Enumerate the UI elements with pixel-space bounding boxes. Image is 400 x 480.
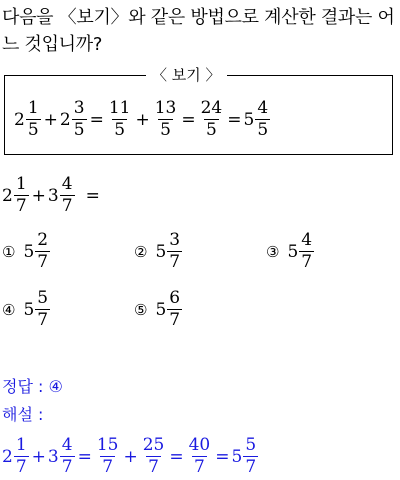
- whole-number: 2: [2, 446, 13, 467]
- numerator: 5: [37, 288, 49, 308]
- equals-sign: =: [89, 109, 104, 130]
- denominator: 7: [169, 252, 181, 272]
- fraction: [26, 100, 41, 139]
- denominator: 5: [160, 120, 171, 140]
- numerator: 40: [188, 435, 211, 455]
- numerator: 1: [15, 174, 27, 194]
- choice-mark: ⑤: [134, 300, 148, 319]
- fraction: [141, 437, 167, 476]
- whole-number: 2: [59, 109, 71, 130]
- fraction: [199, 100, 225, 139]
- numerator: 4: [61, 174, 73, 194]
- whole-number: 2: [2, 185, 13, 206]
- fraction: [95, 437, 121, 476]
- denominator: 5: [73, 120, 85, 140]
- numerator: 4: [257, 98, 269, 118]
- fraction: [72, 100, 87, 139]
- equals-sign: =: [169, 446, 184, 467]
- choice-mark: ③: [266, 242, 280, 261]
- choice-mark: ④: [2, 300, 16, 319]
- denominator: 5: [27, 120, 39, 140]
- plus-sign: +: [43, 109, 58, 130]
- equals-sign: =: [85, 185, 100, 206]
- denominator: 5: [257, 120, 269, 140]
- fraction: [243, 437, 258, 476]
- denominator: 7: [61, 457, 73, 477]
- equals-sign: =: [181, 109, 196, 130]
- numerator: 24: [200, 98, 223, 118]
- fraction: [60, 176, 75, 215]
- example-expression: [14, 100, 271, 139]
- numerator: 1: [15, 435, 27, 455]
- denominator: 7: [61, 196, 73, 216]
- choice-mark: ①: [2, 242, 16, 261]
- whole-number: 5: [243, 109, 255, 130]
- denominator: 7: [194, 457, 205, 477]
- denominator: 7: [301, 252, 313, 272]
- problem-expression: [2, 176, 102, 215]
- plus-sign: +: [135, 109, 150, 130]
- whole-number: 5: [287, 241, 299, 262]
- fraction: [14, 437, 29, 476]
- fraction: [167, 232, 182, 271]
- denominator: 7: [37, 310, 49, 330]
- numerator: 4: [301, 230, 313, 250]
- numerator: 15: [96, 435, 119, 455]
- whole-number: 3: [47, 446, 59, 467]
- answer-label: 정답 : ④: [2, 377, 63, 396]
- choice-3[interactable]: [266, 232, 315, 271]
- whole-number: 5: [23, 299, 35, 320]
- numerator: 3: [73, 98, 85, 118]
- whole-number: 3: [47, 185, 59, 206]
- denominator: 7: [148, 457, 159, 477]
- choice-4[interactable]: [2, 290, 51, 329]
- fraction: [60, 437, 75, 476]
- whole-number: 5: [155, 241, 167, 262]
- question-text: 다음을 〈보기〉와 같은 방법으로 계산한 결과는 어느 것입니까?: [2, 7, 395, 55]
- numerator: 3: [169, 230, 181, 250]
- plus-sign: +: [31, 185, 46, 206]
- whole-number: 5: [231, 446, 243, 467]
- denominator: 7: [15, 196, 27, 216]
- numerator: 11: [108, 98, 131, 118]
- solution-label: 해설 :: [2, 405, 44, 424]
- fraction: [299, 232, 314, 271]
- numerator: 25: [142, 435, 165, 455]
- numerator: 2: [37, 230, 49, 250]
- fraction: [167, 290, 182, 329]
- fraction: [153, 100, 179, 139]
- choice-2[interactable]: [134, 232, 183, 271]
- numerator: 5: [245, 435, 257, 455]
- fraction: [35, 290, 50, 329]
- numerator: 13: [154, 98, 177, 118]
- denominator: 7: [245, 457, 257, 477]
- denominator: 7: [169, 310, 181, 330]
- whole-number: 2: [14, 109, 25, 130]
- numerator: 4: [61, 435, 73, 455]
- plus-sign: +: [31, 446, 46, 467]
- fraction: [14, 176, 29, 215]
- whole-number: 5: [23, 241, 35, 262]
- denominator: 5: [114, 120, 126, 140]
- denominator: 7: [15, 457, 27, 477]
- equals-sign: =: [215, 446, 230, 467]
- choice-mark: ②: [134, 242, 148, 261]
- denominator: 7: [102, 457, 114, 477]
- numerator: 6: [169, 288, 181, 308]
- fraction: [107, 100, 133, 139]
- equals-sign: =: [77, 446, 92, 467]
- equals-sign: =: [227, 109, 242, 130]
- whole-number: 5: [155, 299, 167, 320]
- choice-1[interactable]: [2, 232, 51, 271]
- fraction: [187, 437, 213, 476]
- denominator: 5: [206, 120, 217, 140]
- example-title: 〈 보기 〉: [146, 65, 227, 85]
- numerator: 1: [27, 98, 39, 118]
- solution-expression: [2, 437, 259, 476]
- fraction: [35, 232, 50, 271]
- fraction: [255, 100, 270, 139]
- denominator: 7: [37, 252, 49, 272]
- choice-5[interactable]: [134, 290, 183, 329]
- plus-sign: +: [123, 446, 138, 467]
